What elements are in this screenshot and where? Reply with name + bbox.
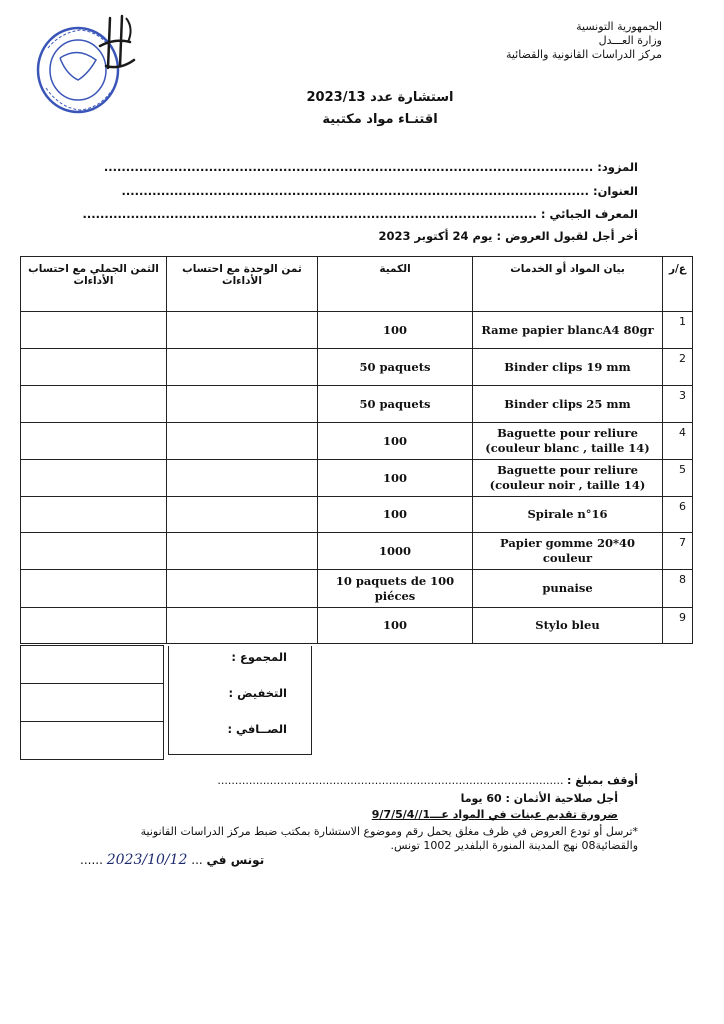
row-number: 4 — [663, 423, 693, 460]
description-cell: Spirale n°16 — [473, 497, 663, 533]
row-number: 8 — [663, 570, 693, 608]
discount-label: التخفيض : — [228, 686, 287, 700]
row-number: 6 — [663, 497, 693, 533]
tax-id-label: المعرف الجبائي : — [540, 207, 638, 221]
address-field — [122, 184, 638, 198]
price-validity: أجل صلاحية الأثمان : 60 يوما — [460, 792, 618, 805]
row-number: 5 — [663, 460, 693, 497]
submission-note-line2: والقضائية08 نهج المدينة المنورة البلفدير 1002 تونس. — [390, 839, 638, 852]
quantity-cell: 100 — [318, 497, 473, 533]
quantity-cell: 100 — [318, 460, 473, 497]
submission-note — [18, 825, 638, 853]
total-price-cell — [21, 423, 167, 460]
quantity-cell: 50 paquets — [318, 349, 473, 386]
quantity-cell: 100 — [318, 423, 473, 460]
description-cell: Stylo bleu — [473, 608, 663, 644]
place-label: تونس في — [206, 853, 265, 867]
consultation-subject: اقتنـاء مواد مكتبية — [322, 112, 438, 127]
totals-labels-box — [168, 646, 312, 755]
tax-id-field — [83, 207, 638, 221]
description-cell: Binder clips 19 mm — [473, 349, 663, 386]
table-row — [21, 497, 693, 533]
description-cell: Baguette pour reliure (couleur blanc , taille 14) — [473, 423, 663, 460]
table-row — [21, 570, 693, 608]
submission-note-line1: *ترسل أو تودع العروض في ظرف مغلق يحمل رقم وموضوع الاستشارة بمكتب ضبط مركز الدراسات القانونية — [140, 825, 638, 838]
amount-line — [217, 774, 638, 788]
consultation-number: استشارة عدد 2023/13 — [306, 90, 454, 105]
description-cell: Baguette pour reliure (couleur noir , taille 14) — [473, 460, 663, 497]
table-row — [21, 460, 693, 497]
total-price-cell — [21, 386, 167, 423]
quantity-cell: 1000 — [318, 533, 473, 570]
row-number: 3 — [663, 386, 693, 423]
unit-price-cell — [167, 570, 318, 608]
unit-price-cell — [167, 386, 318, 423]
samples-requirement: ضرورة تقديم عينات في المواد عـــ1//9/7/5/4 — [371, 808, 618, 821]
handwritten-date: 2023/10/12 — [106, 852, 188, 868]
sum-value-cell — [21, 646, 164, 684]
table-header-row — [21, 257, 693, 312]
date-prefix-dots: ...... — [80, 853, 103, 867]
total-price-cell — [21, 312, 167, 349]
tax-id-dots: ........................................................................................................ — [82, 207, 537, 221]
quantity-cell: 10 paquets de 100 piéces — [318, 570, 473, 608]
sum-label: المجموع : — [231, 650, 287, 664]
date-suffix-dots: ... — [191, 853, 203, 867]
total-price-cell — [21, 570, 167, 608]
unit-price-cell — [167, 349, 318, 386]
quantity-cell: 100 — [318, 312, 473, 349]
row-number: 7 — [663, 533, 693, 570]
quantity-cell: 50 paquets — [318, 386, 473, 423]
row-number: 1 — [663, 312, 693, 349]
total-price-cell — [21, 608, 167, 644]
unit-price-cell — [167, 423, 318, 460]
address-label: العنوان: — [592, 184, 638, 198]
net-value-cell — [21, 722, 164, 760]
table-row — [21, 533, 693, 570]
header-center: مركز الدراسات القانونية والقضائية — [505, 48, 662, 61]
header-total-price: الثمن الجملي مع احتساب الأداءات — [21, 257, 167, 312]
stamp-seal-graphic — [30, 8, 140, 128]
description-cell: Papier gomme 20*40 couleur — [473, 533, 663, 570]
supplier-label: المزود: — [597, 160, 638, 174]
description-cell: Rame papier blancA4 80gr — [473, 312, 663, 349]
ministry-header — [506, 20, 662, 62]
quantity-cell: 100 — [318, 608, 473, 644]
unit-price-cell — [167, 608, 318, 644]
total-price-cell — [21, 497, 167, 533]
row-number: 2 — [663, 349, 693, 386]
date-line — [80, 852, 264, 868]
supplier-field — [104, 160, 638, 174]
table-row — [21, 386, 693, 423]
header-number: ع/ر — [663, 257, 693, 312]
row-number: 9 — [663, 608, 693, 644]
unit-price-cell — [167, 312, 318, 349]
table-row — [21, 349, 693, 386]
deadline-text: أخر أجل لقبول العروض : يوم 24 أكتوبر 2023 — [378, 229, 638, 243]
header-quantity: الكمية — [318, 257, 473, 312]
supplier-dots: ................................................................................................................ — [103, 160, 594, 174]
discount-value-cell — [21, 684, 164, 722]
net-label: الصــافي : — [227, 722, 287, 736]
totals-cells — [20, 645, 164, 760]
amount-label: أوقف بمبلغ : — [567, 774, 638, 787]
items-table — [20, 256, 693, 644]
total-price-cell — [21, 533, 167, 570]
description-cell: punaise — [473, 570, 663, 608]
address-dots: ........................................................................................................... — [121, 184, 589, 198]
header-ministry: وزارة العـــدل — [598, 34, 662, 47]
table-row — [21, 312, 693, 349]
table-row — [21, 608, 693, 644]
description-cell: Binder clips 25 mm — [473, 386, 663, 423]
total-price-cell — [21, 460, 167, 497]
table-row — [21, 423, 693, 460]
unit-price-cell — [167, 460, 318, 497]
header-description: بيان المواد أو الخدمات — [473, 257, 663, 312]
unit-price-cell — [167, 497, 318, 533]
total-price-cell — [21, 349, 167, 386]
unit-price-cell — [167, 533, 318, 570]
amount-dots: ................................................................................................... — [217, 774, 564, 787]
official-stamp — [30, 8, 140, 128]
header-country: الجمهورية التونسية — [576, 20, 662, 33]
header-unit-price: ثمن الوحدة مع احتساب الأداءات — [167, 257, 318, 312]
